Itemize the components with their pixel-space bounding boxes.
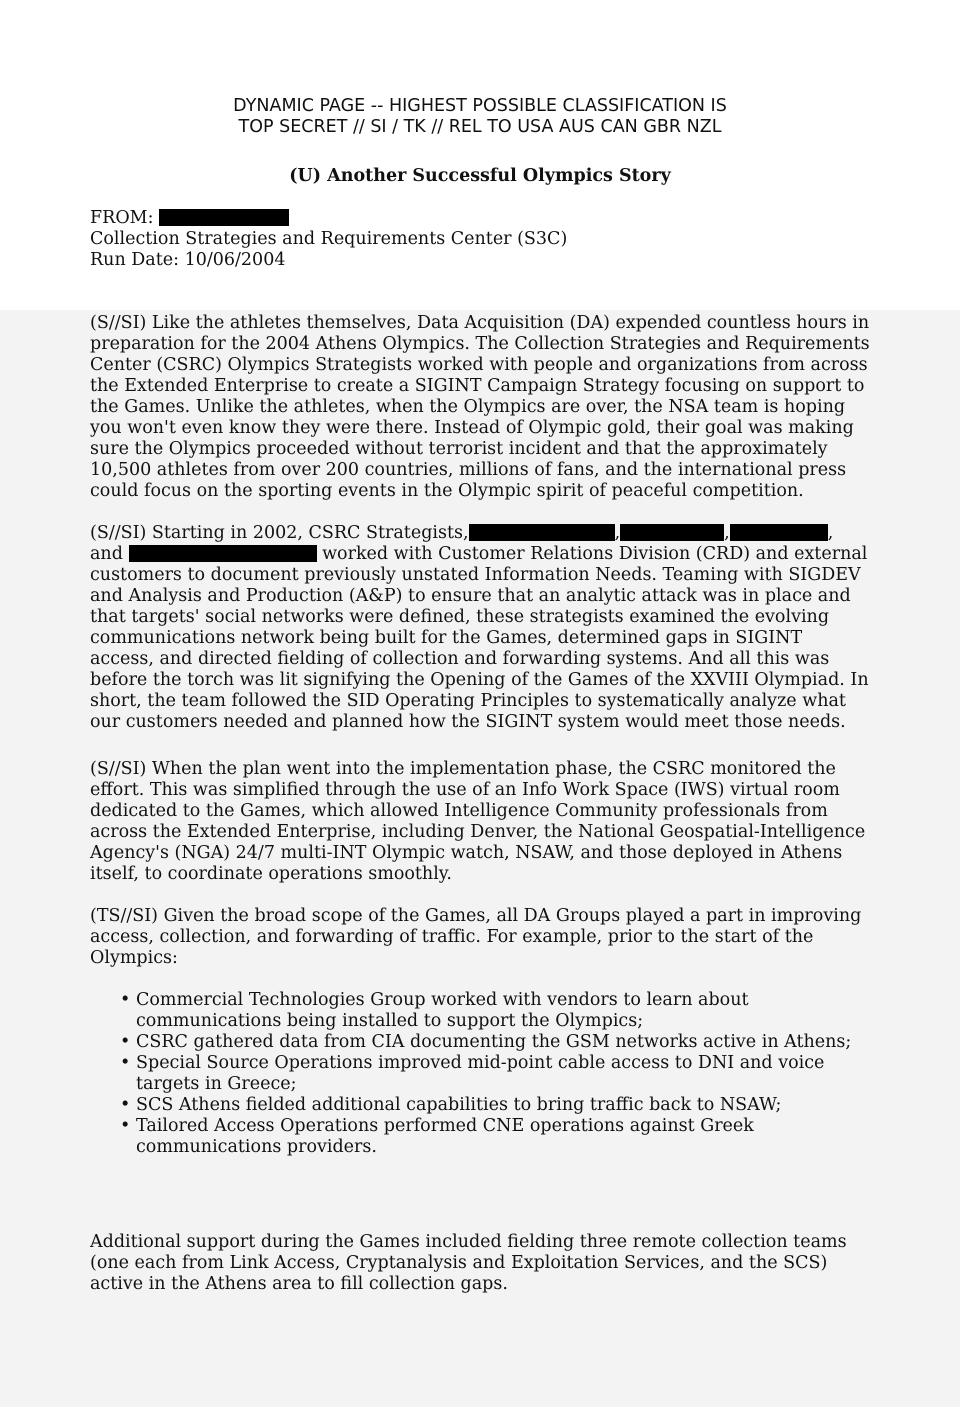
redaction-name-2 bbox=[620, 524, 724, 541]
classification-line-2: TOP SECRET // SI / TK // REL TO USA AUS CAN GBR NZL bbox=[238, 117, 722, 137]
p2-sep-2: , bbox=[724, 523, 730, 543]
list-item: • Commercial Technologies Group worked with vendors to learn about communications being installed to support the Olympics; bbox=[136, 990, 870, 1032]
paragraph-4: (TS//SI) Given the broad scope of the Games, all DA Groups played a part in improving access, collection, and forwarding of traffic. For example, prior to the start of the Olympics: bbox=[90, 906, 862, 968]
document-content bbox=[90, 96, 870, 1295]
bullet-list bbox=[90, 990, 870, 1158]
redaction-name-4 bbox=[129, 545, 317, 562]
run-date: Run Date: 10/06/2004 bbox=[90, 250, 286, 270]
list-item: • CSRC gathered data from CIA documenting the GSM networks active in Athens; bbox=[136, 1032, 870, 1053]
article-title: (U) Another Successful Olympics Story bbox=[289, 166, 671, 186]
paragraph-1: (S//SI) Like the athletes themselves, Data Acquisition (DA) expended countless hours in preparation for the 2004 Athens Olympics. The Collection Strategies and Requirements Center (CSRC) Olympics Strategists worked with people and organizations from across the Extended Enterprise to create a SIGINT Campaign Strategy focusing on support to the Games. Unlike the athletes, when the Olympics are over, the NSA team is hoping you won't even know they were there. Instead of Olympic gold, their goal was making sure the Olympics proceeded without terrorist incident and that the approximately 10,500 athletes from over 200 countries, millions of fans, and the international press could focus on the sporting events in the Olympic spirit of peaceful competition. bbox=[90, 313, 870, 501]
paragraph-5: Additional support during the Games included fielding three remote collection teams (one each from Link Access, Cryptanalysis and Exploitation Services, and the SCS) active in the Athens area to fill collection gaps. bbox=[90, 1232, 847, 1294]
p2-and: and bbox=[90, 544, 123, 564]
list-item: • SCS Athens fielded additional capabilities to bring traffic back to NSAW; bbox=[136, 1095, 870, 1116]
redaction-from bbox=[159, 209, 289, 226]
from-label: FROM: bbox=[90, 208, 154, 228]
list-item: • Tailored Access Operations performed CNE operations against Greek communications providers. bbox=[136, 1116, 870, 1158]
p2-sep-3: , bbox=[827, 523, 834, 543]
from-line bbox=[90, 208, 870, 229]
p2-sep-1: , bbox=[614, 523, 621, 543]
p2-start: (S//SI) Starting in 2002, CSRC Strategists, bbox=[90, 523, 469, 543]
org-line: Collection Strategies and Requirements Center (S3C) bbox=[90, 229, 568, 249]
redaction-name-3 bbox=[730, 524, 828, 541]
paragraph-2 bbox=[90, 523, 870, 733]
article-meta bbox=[90, 208, 870, 271]
paragraph-3: (S//SI) When the plan went into the implementation phase, the CSRC monitored the effort. This was simplified through the use of an Info Work Space (IWS) virtual room dedicated to the Games, which allowed Intelligence Community professionals from across the Extended Enterprise, including Denver, the National Geospatial-Intelligence Agency's (NGA) 24/7 multi-INT Olympic watch, NSAW, and those deployed in Athens itself, to coordinate operations smoothly. bbox=[90, 759, 866, 884]
classification-line-1: DYNAMIC PAGE -- HIGHEST POSSIBLE CLASSIFICATION IS bbox=[233, 96, 727, 116]
list-item: • Special Source Operations improved mid-point cable access to DNI and voice targets in Greece; bbox=[136, 1053, 870, 1095]
p2-rest: worked with Customer Relations Division (CRD) and external customers to document previously unstated Information Needs. Teaming with SIGDEV and Analysis and Production (A&P) to ensure that an analytic attack was in place and that targets' social networks were defined, these strategists examined the evolving communications network being built for the Games, determined gaps in SIGINT access, and directed fielding of collection and forwarding systems. And all this was before the torch was lit signifying the Opening of the Games of the XXVIII Olympiad. In short, the team followed the SID Operating Principles to systematically analyze what our customers needed and planned how the SIGINT system would meet those needs. bbox=[90, 544, 869, 732]
redaction-name-1 bbox=[469, 524, 615, 541]
